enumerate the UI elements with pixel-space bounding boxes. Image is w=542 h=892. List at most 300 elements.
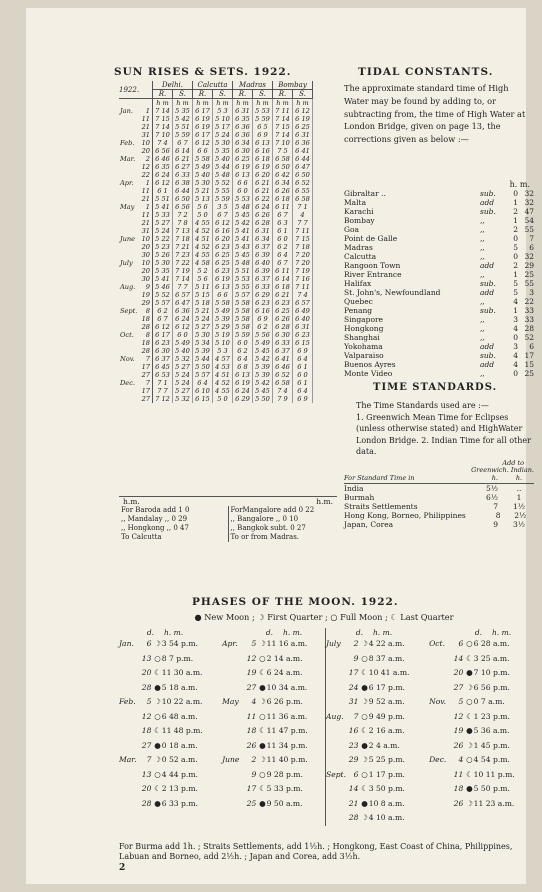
time-cell: 5 40 [213,155,233,163]
moon-hdr-d: d. [355,628,363,637]
port-name: Shanghai [344,333,380,342]
time-cell: 5 57 [153,299,173,307]
corrections-right [228,506,338,542]
month-label [220,681,244,696]
time: 5 18 a.m. [161,682,198,692]
day: 2 [353,639,359,648]
sun-row-date [119,131,153,139]
time-cell: 6 33 [273,339,293,347]
time-cell: 6 3 [273,219,293,227]
time: 10 11 p.m. [473,769,515,779]
port-name: Madras [344,243,373,252]
hours: 1 [513,270,518,279]
time-cell: 5 3 [213,347,233,355]
time-cell: 5 41 [153,203,173,211]
time-cell: 6 4 [293,355,313,363]
sun-row [119,107,313,115]
time-cell: 6 58 [273,155,293,163]
time-cell: 6 21 [253,187,273,195]
phase-icon: ☾ [259,668,266,677]
unit-header: h m [153,99,173,108]
minutes: 32 [524,198,534,207]
day: 7 [146,755,152,764]
time-cell: 5 43 [233,243,253,251]
month-label [220,666,244,681]
moon-row [119,768,325,783]
time-cell: 6 9 [293,347,313,355]
time-cell: 7 14 [153,107,173,115]
day-label: 19 [141,291,150,299]
moon-hdr-d: d. [474,628,482,637]
moon-row [326,811,532,826]
correction-line: ,, Hongkong ,, 0 47 [121,524,189,532]
region-name: Japan, Corea [344,520,394,529]
day: 13 [141,653,152,663]
tidal-row [344,288,534,297]
phase-icon: ☽ [361,813,368,822]
tidal-row [344,360,534,369]
day-label: 7 [145,355,150,363]
sun-row [119,347,313,355]
minutes: 6 [529,342,534,351]
time: 3 25 a.m. [473,653,510,663]
moon-hdr-hm: h. m. [283,628,303,637]
time-cell: 6 7 [173,139,193,147]
time-cell: 5 3 [213,107,233,115]
greenwich-offset: 7 [493,502,498,511]
day-label: 27 [141,395,150,403]
day-label: 30 [141,275,150,283]
phase-icon: ○ [154,711,161,721]
time-cell: 5 39 [253,371,273,379]
moon-hdr-d: d. [146,628,154,637]
time-cell: 6 19 [233,379,253,387]
add-sub: ,, [480,369,485,378]
month-label [220,768,244,783]
tidal-table [344,180,534,378]
day: 18 [453,784,464,793]
day: 20 [453,668,464,677]
day-label: 28 [141,347,150,355]
time-cell: 6 14 [173,147,193,155]
time-cell: 6 50 [293,171,313,179]
tidal-row [344,198,534,207]
day-label: 7 [145,379,150,387]
moon-rows-right [326,637,532,826]
phase-icon: ○ [154,769,161,779]
day: 6 [146,639,152,648]
minutes: 6 [529,243,534,252]
time-cell: 5 6 [193,203,213,211]
time: 10 34 a.m. [266,682,308,692]
moon-row [119,710,325,725]
phase-icon: ● [259,798,266,808]
time-cell: 6 23 [293,331,313,339]
phase-icon: ● [259,682,266,692]
time-cell: 6 25 [213,251,233,259]
footnote: For Burma add 1h. ; Straits Settlements, add 1½h. ; Hongkong, East Coast of China, Philippines, Labuan and Borneo, add 2½h. ; Japan and Corea, add 3½h. [119,842,513,861]
time-cell: 5 24 [193,315,213,323]
time-cell: 6 36 [233,123,253,131]
greenwich-offset: 5½ [485,484,498,493]
time: 9 49 p.m. [368,711,405,721]
time-cell: 6 2 [273,243,293,251]
time-cell: 6 24 [153,171,173,179]
month-label [427,666,451,681]
time-cell: 7 18 [173,235,193,243]
phase-icon: ● [154,682,161,692]
add-sub: add [480,360,495,369]
moon-half-right [325,628,532,826]
time-cell: 7 20 [293,259,313,267]
sun-row-date [119,395,153,403]
indian-offset: .. [516,484,522,493]
sun-row [119,115,313,123]
time-cell: 6 29 [253,291,273,299]
time-cell: 5 58 [233,299,253,307]
time-cell: 6 7 [153,315,173,323]
time: 8 37 a.m. [368,653,405,663]
correction-line: ForMangalore add 0 22 [230,506,315,514]
sun-row [119,139,313,147]
greenwich-offset: 9 [493,520,498,529]
time-cell: 5 11 [193,283,213,291]
add-sub: sub. [480,306,496,315]
time-cell: 6 24 [253,203,273,211]
time-cell: 6 19 [213,275,233,283]
time-cell: 5 53 [253,107,273,115]
time-cell: 5 29 [213,323,233,331]
moon-title: PHASES OF THE MOON. 1922. [192,596,399,608]
sun-row-date [119,243,153,251]
time-cell: 6 25 [233,155,253,163]
time-cell: 5 51 [233,267,253,275]
time-cell: 5 52 [153,291,173,299]
time-cell: 6 37 [273,347,293,355]
sun-row-date [119,187,153,195]
minutes: 25 [524,369,534,378]
day-label: 18 [141,339,150,347]
phase-icon: ● [154,798,161,808]
sun-row [119,163,313,171]
time-cell: 5 35 [173,107,193,115]
correction-line: ,, Bangkok subt. 0 27 [230,524,306,532]
time-cell: 5 15 [193,291,213,299]
time: 3 54 p.m. [161,639,198,648]
minutes: 22 [524,297,534,306]
month-label: Aug. [120,283,136,291]
time-cell: 6 4 [233,355,253,363]
hours: 3 [513,342,518,351]
time: 1 17 p.m. [368,769,405,779]
port-name: Point de Galle [344,234,398,243]
month-label: Dec. [120,379,135,387]
time-cell: 6 31 [233,107,253,115]
day-label: 21 [141,123,150,131]
phase-icon: ☾ [154,726,161,735]
moon-row [119,724,325,739]
unit-header: h m [233,99,253,108]
day: 2 [251,755,257,764]
time-cell: 6 27 [173,163,193,171]
day-label: 17 [141,363,150,371]
time-cell: 6 1 [293,379,313,387]
time-cell: 7 21 [173,243,193,251]
time-cell: 6 41 [293,147,313,155]
day-label: 31 [141,227,150,235]
sun-row [119,203,313,211]
time-cell: 6 19 [253,163,273,171]
sun-row [119,379,313,387]
time-cell: 5 24 [173,379,193,387]
phase-icon: ☽ [361,697,368,706]
time-cell: 7 10 [273,139,293,147]
time-cell: 7 15 [273,123,293,131]
time-cell: 6 16 [253,307,273,315]
time-cell: 4 51 [193,235,213,243]
time-cell: 7 18 [293,243,313,251]
add-sub: add [480,288,495,297]
time: 4 44 p.m. [161,769,198,779]
time-cell: 6 24 [233,387,253,395]
day: 13 [141,769,152,779]
phase-icon: ○ [259,769,266,779]
time: 11 40 p.m. [266,755,308,764]
time-cell: 6 44 [173,187,193,195]
unit-header: h m [253,99,273,108]
time-cell: 7 13 [173,227,193,235]
time-cell: 6 7 [213,211,233,219]
time-cell: 6 23 [253,299,273,307]
minutes: 32 [524,252,534,261]
time-cell: 6 2 [253,323,273,331]
time-cell: 5 34 [193,339,213,347]
time-cell: 6 0 [173,331,193,339]
time-cell: 6 1 [153,187,173,195]
tidal-row [344,207,534,216]
time: 6 48 a.m. [161,711,198,721]
greenwich-offset: 6½ [485,493,498,502]
sun-row-date [119,139,153,147]
day: 26 [453,798,464,808]
correction-line: To or from Madras. [230,533,300,541]
month-label: Sept. [326,769,347,779]
moon-row [119,681,325,696]
time: 11 23 a.m. [473,798,515,808]
time-cell: 6 34 [253,235,273,243]
time-cell: 6 37 [153,355,173,363]
time-cell: 6 12 [293,107,313,115]
time-cell: 5 41 [153,275,173,283]
add-sub: ,, [480,243,485,252]
time-cell: 6 15 [193,395,213,403]
moon-row [119,739,325,754]
tidal-row [344,333,534,342]
sun-row [119,243,313,251]
day-label: 21 [141,195,150,203]
time-cell: 6 16 [213,227,233,235]
time-cell: 6 26 [273,187,293,195]
phase-icon: ☽ [361,755,368,764]
region-name: Hong Kong, Borneo, Philippines [344,511,466,520]
add-sub: sub. [480,351,496,360]
time-cell: 5 24 [173,371,193,379]
day: 11 [453,769,464,779]
ts-row [344,493,534,502]
moon-row [119,782,325,797]
time-cell: 6 18 [273,195,293,203]
phase-icon: ☽ [259,639,266,648]
sun-row-date [119,323,153,331]
time-cell: 5 41 [233,235,253,243]
time: 8 7 p.m. [161,653,194,663]
sun-row [119,211,313,219]
sun-table-body [119,99,313,404]
sun-row-date [119,267,153,275]
time-cell: 6 12 [193,139,213,147]
time-cell: 5 57 [193,371,213,379]
port-name: Halifax [344,279,372,288]
tidal-row [344,315,534,324]
minutes: 55 [524,279,534,288]
hours: 5 [513,288,518,297]
day-label: 2 [145,155,150,163]
day: 25 [246,798,257,808]
time-cell: 6 11 [273,203,293,211]
time-cell: 7 23 [173,251,193,259]
time-cell: 4 55 [193,251,213,259]
sun-row [119,283,313,291]
time-cell: 6 40 [253,259,273,267]
time-cell: 5 40 [173,347,193,355]
phase-icon: ○ [154,653,161,663]
ts-row [344,502,534,511]
correction-line: ,, Mandalay ,, 0 29 [121,515,188,523]
rs-header: S. [253,90,273,99]
sun-row [119,275,313,283]
minutes: 33 [524,315,534,324]
time-cell: 6 30 [153,347,173,355]
day: 6 [458,639,464,648]
add-sub: ,, [480,234,485,243]
time: 2 4 a.m. [368,740,400,750]
time-cell: 7 22 [173,259,193,267]
day: 16 [348,726,359,735]
moon-rows-left [119,637,325,811]
time-cell: 6 5 [253,123,273,131]
minutes: 25 [524,270,534,279]
time-cell: 6 6 [213,291,233,299]
phase-icon: ○ [361,769,368,779]
phase-icon: ☽ [466,798,473,808]
sun-row-date [119,363,153,371]
day: 4 [458,755,464,764]
phase-icon: ○ [259,711,266,721]
time: 6 26 p.m. [266,697,303,706]
sun-row [119,395,313,403]
moon-row [119,797,325,812]
port-name: Buenos Ayres [344,360,396,369]
time-cell: 5 48 [233,259,253,267]
time-cell: 6 24 [173,315,193,323]
add-sub: ,, [480,270,485,279]
sun-row-date [119,203,153,211]
time-cell: 5 13 [193,195,213,203]
phase-icon: ☽ [361,639,368,648]
time: 0 52 a.m. [161,755,198,764]
time-cell: 6 41 [273,355,293,363]
day-label: 22 [141,171,150,179]
time-cell: 5 45 [253,347,273,355]
time-cell: 6 39 [253,267,273,275]
time: 2 14 a.m. [266,653,303,663]
month-label [427,797,451,812]
sun-row [119,123,313,131]
month-label: Sept. [120,307,138,315]
time-cell: 6 18 [253,155,273,163]
hours: 4 [513,324,518,333]
port-name: Gibraltar .. [344,189,386,198]
phase-icon: ☽ [259,755,266,764]
time-cell: 5 39 [213,315,233,323]
month-label: May [222,697,239,706]
time-cell: 6 7 [273,259,293,267]
time-cell: 5 27 [173,387,193,395]
indian-offset: 3½ [512,520,526,529]
unit-header: h m [193,99,213,108]
phase-icon: ○ [259,653,266,663]
time-cell: 4 55 [193,219,213,227]
time-cell: 7 11 [293,227,313,235]
time-cell: 7 8 [173,219,193,227]
time-cell: 7 7 [173,283,193,291]
time-cell: 5 39 [253,363,273,371]
time-cell: 5 24 [153,227,173,235]
time-cell: 4 52 [193,243,213,251]
phase-icon: ● [361,740,368,750]
time-cell: 5 27 [173,363,193,371]
time-cell: 4 51 [213,371,233,379]
day: 28 [141,682,152,692]
time-cell: 5 49 [193,163,213,171]
add-sub: ,, [480,333,485,342]
time-cell: 6 8 [233,363,253,371]
time-cell: 5 32 [173,355,193,363]
ts-line1: The Time Standards used are :— [356,401,489,410]
tidal-row [344,189,534,198]
time-cell: 7 11 [293,283,313,291]
time-cell: 6 9 [253,315,273,323]
month-label [427,681,451,696]
sun-row [119,323,313,331]
day-label: 12 [141,163,150,171]
time-cell: 5 46 [153,283,173,291]
time-cell: 5 2 [193,267,213,275]
minutes: 3 [529,288,534,297]
time-cell: 7 20 [293,251,313,259]
time-cell: 7 19 [293,267,313,275]
time: 4 22 a.m. [368,639,405,648]
correction-line: For Baroda add 1 0 [121,506,190,514]
day: 4 [251,697,257,706]
month-label [326,695,346,710]
tidal-row [344,279,534,288]
time-cell: 6 0 [233,339,253,347]
day: 12 [453,711,464,721]
time-cell: 6 37 [253,243,273,251]
moon-legend: ● New Moon ; ☽ First Quarter ; ○ Full Moon ; ☾ Last Quarter [194,612,454,622]
day-label: 18 [141,315,150,323]
